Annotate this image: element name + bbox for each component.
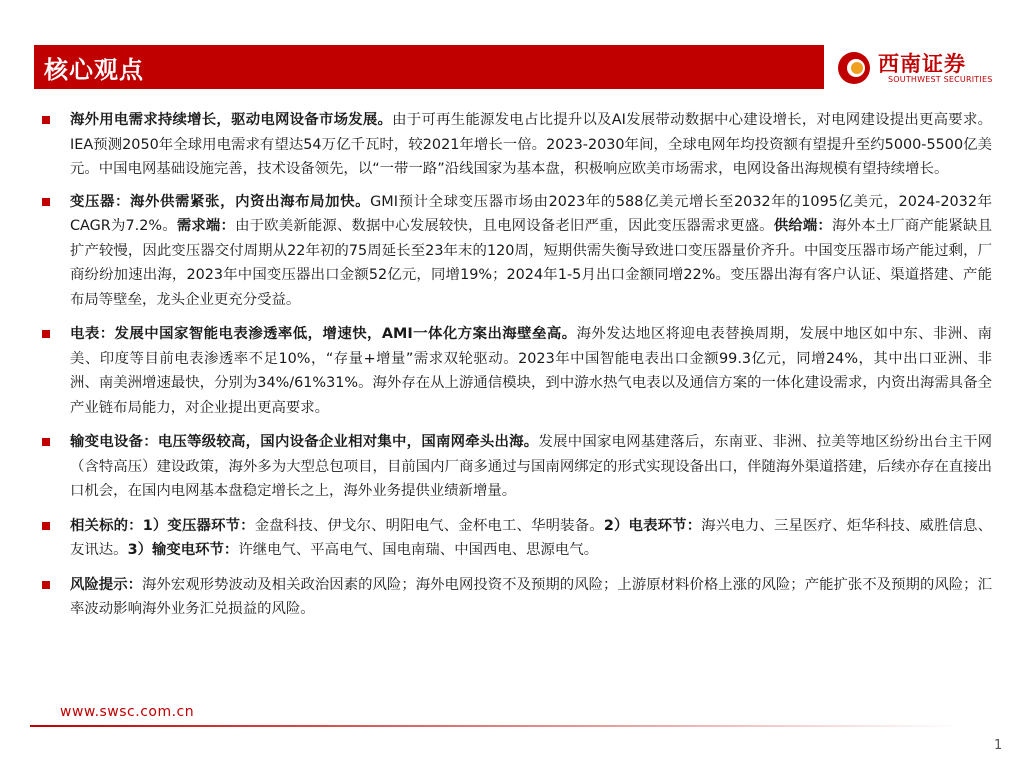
bullet-sublead-demand: 需求端： [176,218,236,234]
bullet-text: GMI预计全球变压器市场由2023年的588亿美元增长至2032年的1095亿美元，2024-2032年CAGR为7.2%。 [70,193,992,234]
logo-text-cn: 西南证券 [878,51,966,76]
header-bar [34,45,824,89]
bullet-lead: 输变电设备：电压等级较高，国内设备企业相对集中，国南网牵头出海。 [70,434,539,450]
bullet-sublead-supply: 供给端： [773,218,832,234]
bullet-related-stocks [42,514,992,563]
bullet-paragraph [70,108,992,182]
page-title: 核心观点 [44,56,144,84]
bullet-risk [42,573,992,622]
bullet-text: 海外本土厂商产能紧缺且扩产较慢，因此变压器交付周期从22年初的75周延长至23年末的120周，短期供需失衡导致进口变压器量价齐升。中国变压器市场产能过剩，厂商纷纷加速出海，2023年中国变压器出口金额52亿元，同增19%；2024年1-5月出口金额同增22%。变压器出海有客户认证、渠道搭建、产能布局等壁垒，龙头企业更充分受益。 [70,218,992,308]
logo-mark-icon [836,50,872,86]
bullet-square-icon [42,116,50,124]
bullet-text: 发展中国家电网基建落后，东南亚、非洲、拉美等地区纷纷出台主干网（含特高压）建设政策，海外多为大型总包项目，目前国内厂商多通过与国南网绑定的形式实现设备出口，伴随海外渠道搭建，后续亦存在直接出口机会，在国内电网基本盘稳定增长之上，海外业务提供业绩新增量。 [70,434,992,499]
bullet-paragraph [70,514,992,563]
bullet-demand [42,108,992,182]
bullet-lead: 电表：发展中国家智能电表渗透率低，增速快，AMI一体化方案出海壁垒高。 [70,326,577,342]
bullet-square-icon [42,438,50,446]
bullet-text: 金盘科技、伊戈尔、明阳电气、金杯电工、华明装备。 [254,517,604,534]
bullet-text: 海兴电力、三星医疗、炬华科技、威胜信息、友讯达。 [70,517,992,558]
bullet-text: 海外宏观形势波动及相关政治因素的风险；海外电网投资不及预期的风险；上游原材料价格上涨的风险；产能扩张不及预期的风险；汇率波动影响海外业务汇兑损益的风险。 [70,576,992,617]
bullet-square-icon [42,581,50,589]
footer-divider [30,725,960,727]
bullet-paragraph [70,190,992,313]
bullet-paragraph [70,573,992,622]
bullet-text: 许继电气、平高电气、国电南瑞、中国西电、思源电气。 [238,542,599,558]
bullet-transformer [42,190,992,313]
bullet-meter [42,322,992,420]
bullet-square-icon [42,330,50,338]
bullet-text: 海外发达地区将迎电表替换周期，发展中地区如中东、非洲、南美、印度等目前电表渗透率不足10%，“存量+增量”需求双轮驱动。2023年中国智能电表出口金额99.3亿元，同增24%，其中出口亚洲、非洲、南美洲增速最快，分别为34%/61%31%。海外存在从上游通信模块，到中游水热气电表以及通信方案的一体化建设需求，内资出海需具备全产业链布局能力，对企业提出更高要求。 [70,326,992,416]
bullet-transmission [42,430,992,504]
bullet-square-icon [42,522,50,530]
footer-url[interactable]: www.swsc.com.cn [60,704,195,720]
bullet-text: 由于欧美新能源、数据中心发展较快，且电网设备老旧严重，因此变压器需求更盛。 [235,218,774,234]
bullet-paragraph [70,430,992,504]
bullet-sublead-transmission: 3）输变电环节： [127,542,239,558]
bullet-square-icon [42,198,50,206]
company-logo [836,46,996,90]
bullet-lead: 风险提示： [70,576,143,593]
bullet-paragraph [70,322,992,420]
bullet-lead: 变压器：海外供需紧张，内资出海布局加快。 [70,193,371,210]
bullet-text: 由于可再生能源发电占比提升以及AI发展带动数据中心建设增长，对电网建设提出更高要求。IEA预测2050年全球用电需求有望达54万亿千瓦时，较2021年增长一倍。2023-2030年间，全球电网年均投资额有望提升至约5000-5500亿美元。中国电网基础设施完善，技术设备领先，以“一带一路”沿线国家为基本盘，积极响应欧美市场需求，电网设备出海规模有望持续增长。 [70,112,992,177]
page-number: 1 [994,738,1003,753]
bullet-sublead-meter: 2）电表环节： [603,517,702,534]
bullet-lead: 海外用电需求持续增长，驱动电网设备市场发展。 [70,112,393,128]
logo-text-en: SOUTHWEST SECURITIES [888,75,993,84]
bullet-lead: 相关标的：1）变压器环节： [70,517,255,534]
key-points [42,108,992,622]
